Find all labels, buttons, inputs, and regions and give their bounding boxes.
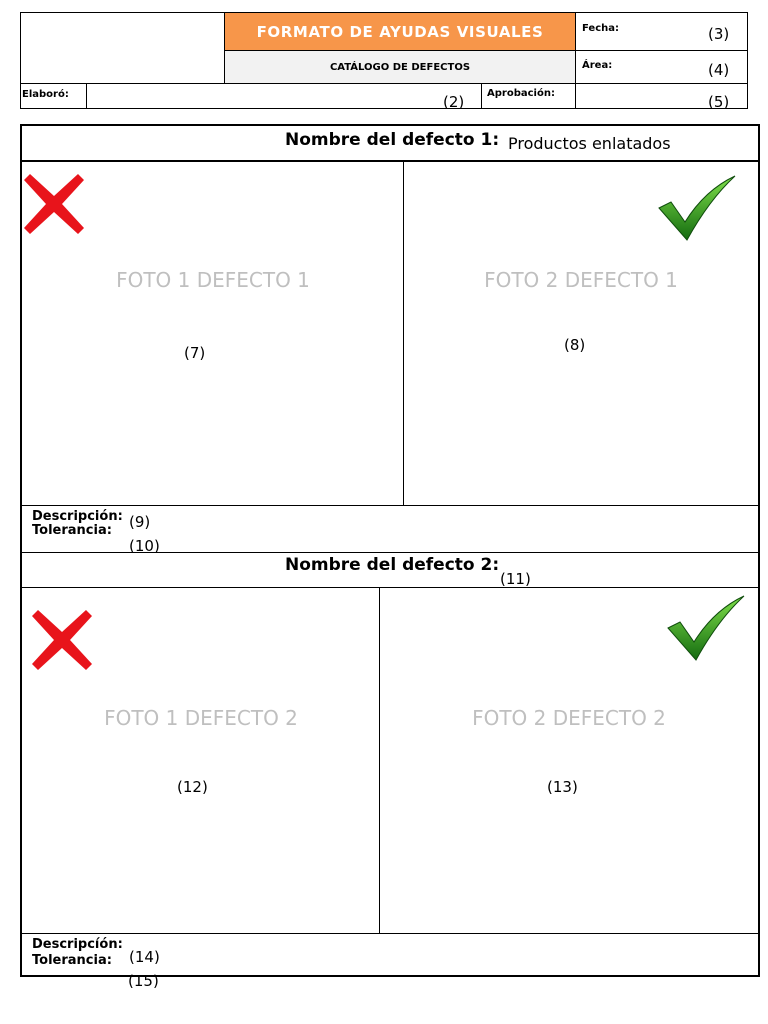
defect1-photo1-ref: (7) (184, 344, 206, 362)
defect1-photo2-placeholder: FOTO 2 DEFECTO 1 (484, 268, 678, 292)
defect2-tolerance-value[interactable]: (15) (128, 972, 159, 990)
aprobacion-label: Aprobación: (487, 88, 555, 99)
form-title: FORMATO DE AYUDAS VISUALES (224, 12, 576, 51)
red-x-icon (32, 610, 92, 670)
defect1-name-row (22, 126, 758, 162)
aprobacion-label-cell (481, 83, 576, 109)
fecha-value[interactable]: (3) (708, 25, 730, 43)
defect1-photo1-placeholder: FOTO 1 DEFECTO 1 (116, 268, 310, 292)
elaboro-value[interactable]: (2) (443, 93, 465, 111)
green-check-icon (666, 592, 746, 662)
defect2-photo2-ref: (13) (547, 778, 578, 796)
logo-cell (20, 12, 225, 84)
defect1-name-label: Nombre del defecto 1: (285, 130, 500, 150)
green-check-icon (657, 172, 737, 242)
defect1-description-label: Descripción: (32, 509, 123, 524)
area-value[interactable]: (4) (708, 61, 730, 79)
defect1-photo2-ref: (8) (564, 336, 586, 354)
defect1-description-row (22, 505, 758, 553)
defect-catalog (20, 124, 760, 977)
fecha-label: Fecha: (582, 23, 620, 34)
fecha-cell (575, 12, 748, 51)
defect2-photo1-placeholder: FOTO 1 DEFECTO 2 (104, 706, 298, 730)
defect2-description-value[interactable]: (14) (129, 948, 160, 966)
aprobacion-value-cell (575, 83, 748, 109)
defect2-photo2[interactable] (380, 588, 758, 933)
defect2-name-label: Nombre del defecto 2: (285, 555, 500, 575)
elaboro-value-cell (86, 83, 482, 109)
defect2-name-value[interactable]: (11) (500, 570, 531, 588)
defect2-description-row (22, 933, 758, 975)
defect1-name-value[interactable]: Productos enlatados (508, 134, 671, 153)
defect2-photo2-placeholder: FOTO 2 DEFECTO 2 (472, 706, 666, 730)
area-label: Área: (582, 60, 613, 71)
defect1-description-value[interactable]: (9) (129, 513, 151, 531)
area-cell (575, 50, 748, 84)
form-subtitle: CATÁLOGO DE DEFECTOS (224, 50, 576, 84)
aprobacion-value[interactable]: (5) (708, 93, 730, 111)
defect1-tolerance-label: Tolerancia: (32, 523, 112, 538)
elaboro-label-cell (20, 83, 87, 109)
elaboro-label: Elaboró: (22, 89, 69, 100)
defect1-tolerance-value[interactable]: (10) (129, 537, 160, 555)
defect2-description-label: Descripcíón: (32, 937, 123, 952)
defect2-tolerance-label: Tolerancia: (32, 953, 112, 968)
defect1-photo1[interactable] (22, 162, 404, 505)
defect1-photo2[interactable] (404, 162, 758, 505)
red-x-icon (24, 174, 84, 234)
defect2-photo1[interactable] (22, 588, 380, 933)
defect2-name-row (22, 553, 758, 588)
defect2-photo1-ref: (12) (177, 778, 208, 796)
